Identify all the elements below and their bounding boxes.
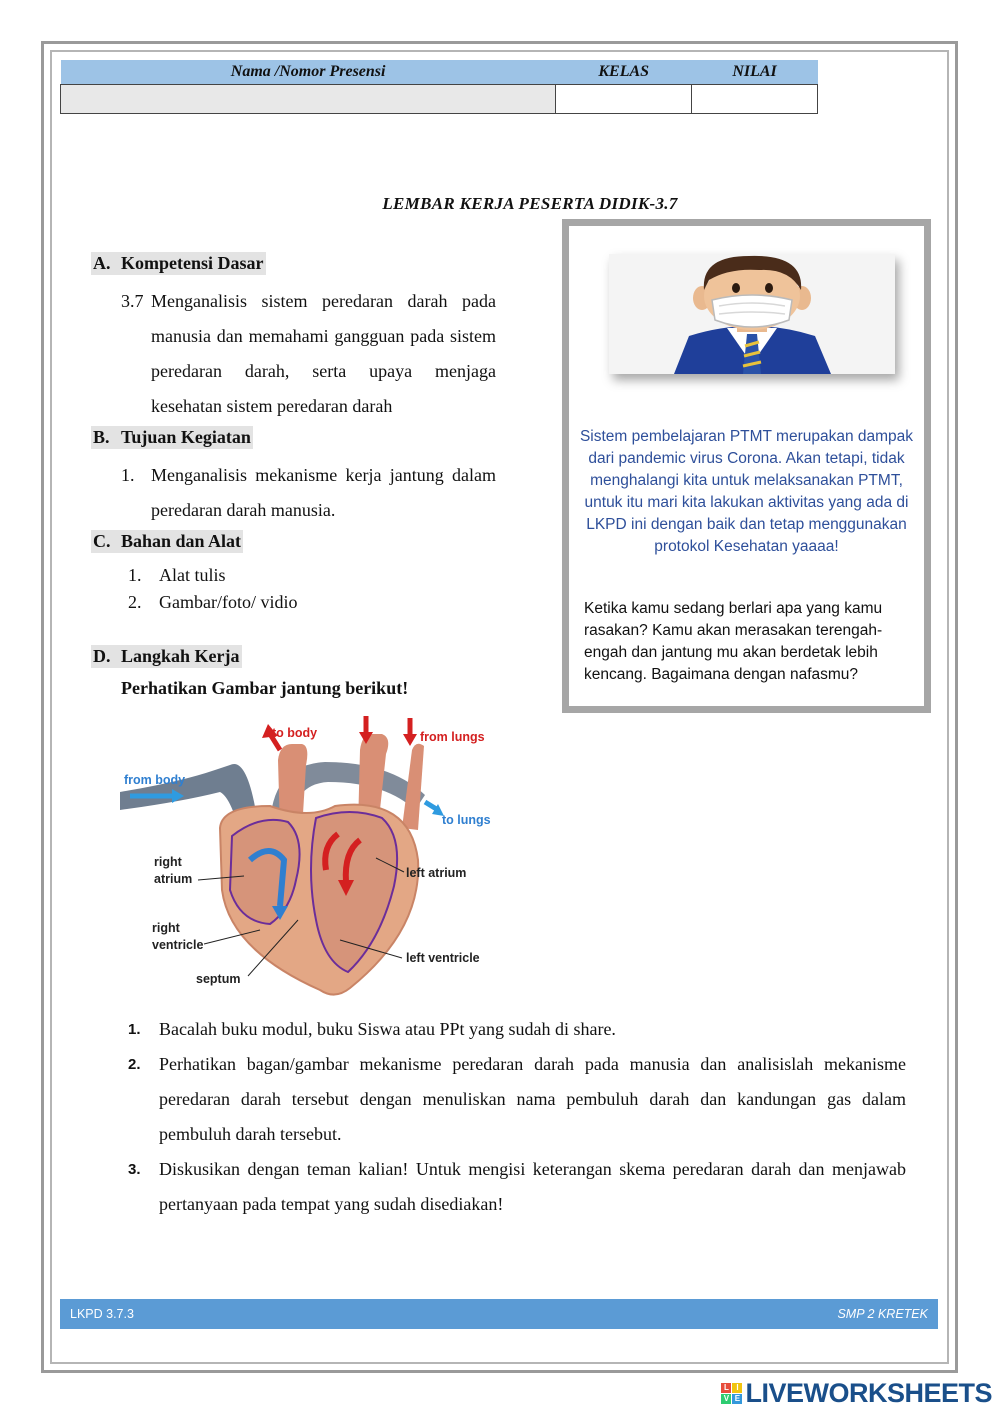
- section-d-letter: D.: [93, 646, 111, 666]
- label-from-lungs: from lungs: [420, 730, 485, 744]
- section-b-heading: [91, 426, 253, 449]
- label-left-atrium: left atrium: [406, 866, 467, 880]
- ptmt-message: Sistem pembelajaran PTMT merupakan dampak dari pandemic virus Corona. Akan tetapi, tidak menghalangi kita untuk melaksanakan PTMT, untuk itu mari kita lakukan aktivitas yang ada di LKPD ini dengan baik dan tetap menggunakan protokol Kesehatan yaaaa!: [579, 428, 914, 555]
- competency-text: Menganalisis sistem peredaran darah pada manusia dan memahami gangguan pada sistem peredaran darah, serta upaya menjaga kesehatan sistem peredaran darah: [151, 291, 496, 416]
- name-column-header: Nama /Nomor Presensi: [61, 60, 556, 85]
- class-input-cell[interactable]: [556, 85, 692, 114]
- section-b-title: Tujuan Kegiatan: [121, 427, 251, 447]
- section-a-title: Kompetensi Dasar: [121, 253, 264, 273]
- objective-number: 1.: [121, 465, 135, 485]
- section-a-heading: [91, 252, 266, 275]
- work-steps: [128, 1012, 906, 1222]
- list-item: 1. Bacalah buku modul, buku Siswa atau PPt yang sudah di share.: [128, 1019, 616, 1039]
- label-left-ventricle: left ventricle: [406, 951, 480, 965]
- page-footer: [60, 1299, 938, 1329]
- running-question: Ketika kamu sedang berlari apa yang kamu rasakan? Kamu akan merasakan terengah-engah dan jantung mu akan berdetak lebih kencang. Bagaimana dengan nafasmu?: [584, 600, 883, 683]
- liveworksheets-watermark: [721, 1378, 992, 1408]
- materials-list: [128, 562, 297, 616]
- objective-text: Menganalisis mekanisme kerja jantung dalam peredaran darah manusia.: [151, 465, 496, 520]
- score-input-cell[interactable]: [692, 85, 818, 114]
- label-septum: septum: [196, 972, 241, 986]
- heart-diagram: [120, 710, 500, 1005]
- masked-student-illustration: [609, 254, 895, 374]
- objective-item: [121, 458, 496, 528]
- footer-school: SMP 2 KRETEK: [837, 1307, 928, 1321]
- liveworksheets-logo-icon: L I V E: [721, 1383, 742, 1404]
- section-c-letter: C.: [93, 531, 111, 551]
- score-column-header: NILAI: [692, 60, 818, 85]
- heart-instruction: Perhatikan Gambar jantung berikut!: [121, 678, 409, 698]
- footer-code: LKPD 3.7.3: [70, 1307, 134, 1321]
- competency-number: 3.7: [121, 291, 144, 311]
- label-ventricle: ventricle: [152, 938, 204, 952]
- list-item: 2. Gambar/foto/ vidio: [128, 592, 298, 612]
- class-column-header: KELAS: [556, 60, 692, 85]
- watermark-text: LIVEWORKSHEETS: [745, 1377, 992, 1408]
- label-to-body: to body: [272, 726, 318, 740]
- competency-item: [121, 284, 496, 424]
- label-atrium: atrium: [154, 872, 193, 886]
- list-item: 3. Diskusikan dengan teman kalian! Untuk mengisi keterangan skema peredaran darah dan menjawab pertanyaan pada tempat yang sudah disediakan!: [128, 1159, 906, 1214]
- label-to-lungs: to lungs: [442, 813, 491, 827]
- section-d-title: Langkah Kerja: [121, 646, 240, 666]
- label-right-ventricle-1: right: [152, 921, 180, 935]
- section-d-heading: [91, 645, 242, 668]
- name-input-cell[interactable]: [61, 85, 556, 114]
- list-item: 2. Perhatikan bagan/gambar mekanisme peredaran darah pada manusia dan analisislah mekanisme peredaran darah tersebut dengan menuliskan nama pembuluh darah dan kandungan gas dalam pembuluh darah tersebut.: [128, 1054, 906, 1144]
- section-b-letter: B.: [93, 427, 110, 447]
- info-sidebox: [562, 219, 931, 713]
- list-item: 1. Alat tulis: [128, 565, 226, 585]
- section-a-letter: A.: [93, 253, 111, 273]
- worksheet-title: LEMBAR KERJA PESERTA DIDIK-3.7: [382, 194, 678, 213]
- label-right: right: [154, 855, 182, 869]
- section-c-heading: [91, 530, 243, 553]
- label-from-body: from body: [124, 773, 186, 787]
- identity-table: [60, 60, 818, 114]
- section-c-title: Bahan dan Alat: [121, 531, 242, 551]
